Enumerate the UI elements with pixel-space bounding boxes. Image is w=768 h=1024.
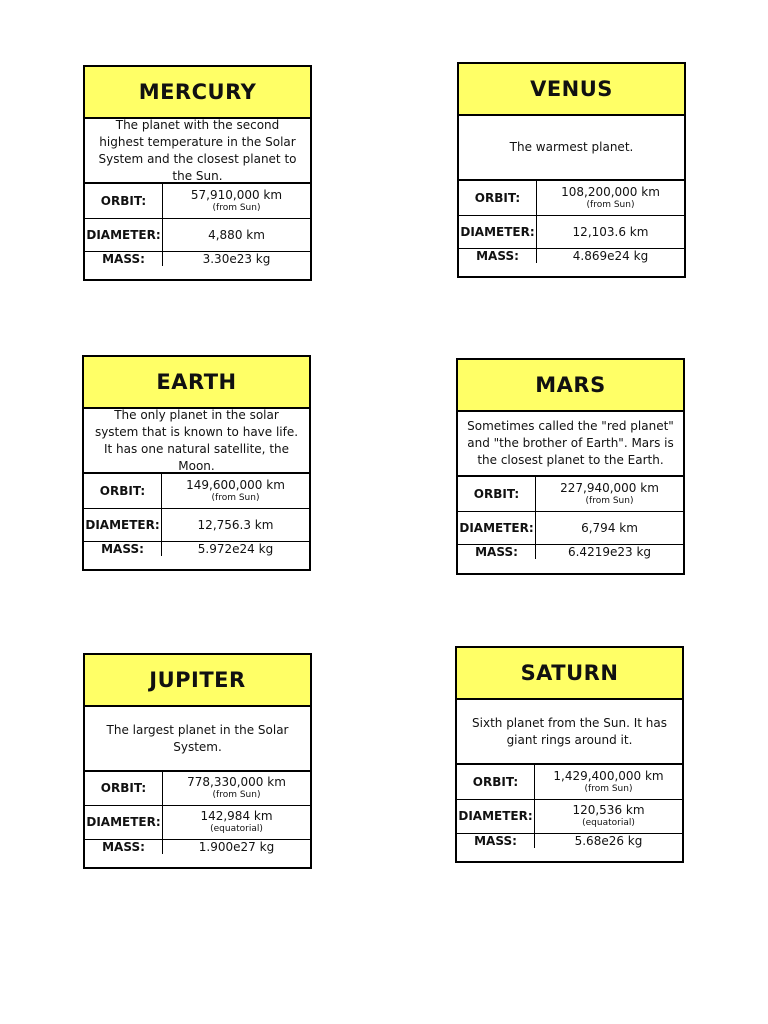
orbit-value-cell (163, 183, 311, 218)
planet-description (85, 707, 310, 770)
orbit-value: 57,910,000 km (190, 187, 283, 202)
orbit-note: (from Sun) (585, 495, 634, 506)
mass-label: MASS: (459, 248, 537, 263)
diameter-value: 4,880 km (208, 227, 265, 242)
mass-value: 3.30e23 kg (163, 251, 311, 266)
mass-value: 5.68e26 kg (535, 833, 683, 848)
planet-card-venus (457, 62, 686, 278)
orbit-value: 227,940,000 km (560, 480, 659, 495)
orbit-note: (from Sun) (211, 492, 260, 503)
description-text: The only planet in the solar system that is known to have life. It has one natural satellite, the Moon. (94, 407, 299, 473)
mass-label: MASS: (85, 251, 163, 266)
planet-description (457, 700, 682, 763)
stats-table (85, 770, 310, 854)
orbit-note: (from Sun) (586, 199, 635, 210)
planet-description (84, 409, 309, 472)
stats-table (85, 182, 310, 266)
planet-name: EARTH (84, 357, 309, 409)
mass-label: MASS: (84, 541, 162, 556)
orbit-label: ORBIT: (458, 476, 536, 511)
diameter-value-cell (163, 218, 311, 251)
diameter-value-cell (163, 805, 311, 839)
description-text: Sometimes called the "red planet" and "the brother of Earth". Mars is the closest planet to the Earth. (467, 419, 674, 467)
orbit-value-cell (537, 180, 685, 215)
diameter-value-cell (536, 511, 684, 544)
planet-name: VENUS (459, 64, 684, 116)
orbit-value-cell (162, 473, 310, 508)
planet-name: JUPITER (85, 655, 310, 707)
orbit-value-cell (163, 771, 311, 805)
orbit-value-cell (535, 764, 683, 799)
planet-card-mars (456, 358, 685, 575)
diameter-label: DIAMETER: (85, 218, 163, 251)
mass-value: 1.900e27 kg (163, 839, 311, 854)
diameter-value-cell (162, 508, 310, 541)
diameter-note: (equatorial) (582, 818, 635, 828)
diameter-label: DIAMETER: (457, 799, 535, 833)
orbit-label: ORBIT: (459, 180, 537, 215)
description-text: The planet with the second highest temperature in the Solar System and the closest planet to the Sun. (98, 117, 297, 183)
description-text: The largest planet in the Solar System. (106, 722, 289, 754)
planet-card-mercury (83, 65, 312, 281)
mass-value: 4.869e24 kg (537, 248, 685, 263)
mass-value: 5.972e24 kg (162, 541, 310, 556)
diameter-value-cell (535, 799, 683, 833)
planet-card-earth (82, 355, 311, 571)
mass-label: MASS: (458, 544, 536, 559)
diameter-label: DIAMETER: (85, 805, 163, 839)
diameter-value: 142,984 km (200, 809, 273, 823)
orbit-value: 149,600,000 km (186, 477, 285, 492)
planet-card-saturn (455, 646, 684, 863)
description-text: The warmest planet. (509, 140, 634, 154)
orbit-note: (from Sun) (212, 202, 261, 213)
diameter-label: DIAMETER: (458, 511, 536, 544)
planet-name: MARS (458, 360, 683, 412)
orbit-value: 1,429,400,000 km (553, 768, 664, 783)
planet-description (458, 412, 683, 475)
planet-card-jupiter (83, 653, 312, 869)
planet-name: SATURN (457, 648, 682, 700)
diameter-note: (equatorial) (210, 824, 263, 834)
mass-label: MASS: (85, 839, 163, 854)
stats-table (84, 472, 309, 556)
orbit-label: ORBIT: (85, 771, 163, 805)
diameter-label: DIAMETER: (459, 215, 537, 248)
orbit-note: (from Sun) (212, 790, 261, 801)
planet-description (459, 116, 684, 179)
orbit-label: ORBIT: (84, 473, 162, 508)
stats-table (457, 763, 682, 848)
orbit-value: 108,200,000 km (561, 184, 660, 199)
diameter-value: 12,103.6 km (572, 224, 649, 239)
stats-table (459, 179, 684, 263)
diameter-value: 12,756.3 km (197, 517, 274, 532)
diameter-value: 120,536 km (572, 803, 645, 817)
orbit-label: ORBIT: (85, 183, 163, 218)
orbit-note: (from Sun) (584, 783, 633, 794)
description-text: Sixth planet from the Sun. It has giant rings around it. (472, 715, 667, 747)
orbit-label: ORBIT: (457, 764, 535, 799)
orbit-value-cell (536, 476, 684, 511)
mass-label: MASS: (457, 833, 535, 848)
diameter-value: 6,794 km (581, 520, 638, 535)
stats-table (458, 475, 683, 559)
planet-description (85, 119, 310, 182)
mass-value: 6.4219e23 kg (536, 544, 684, 559)
diameter-label: DIAMETER: (84, 508, 162, 541)
orbit-value: 778,330,000 km (187, 775, 286, 790)
planet-name: MERCURY (85, 67, 310, 119)
diameter-value-cell (537, 215, 685, 248)
